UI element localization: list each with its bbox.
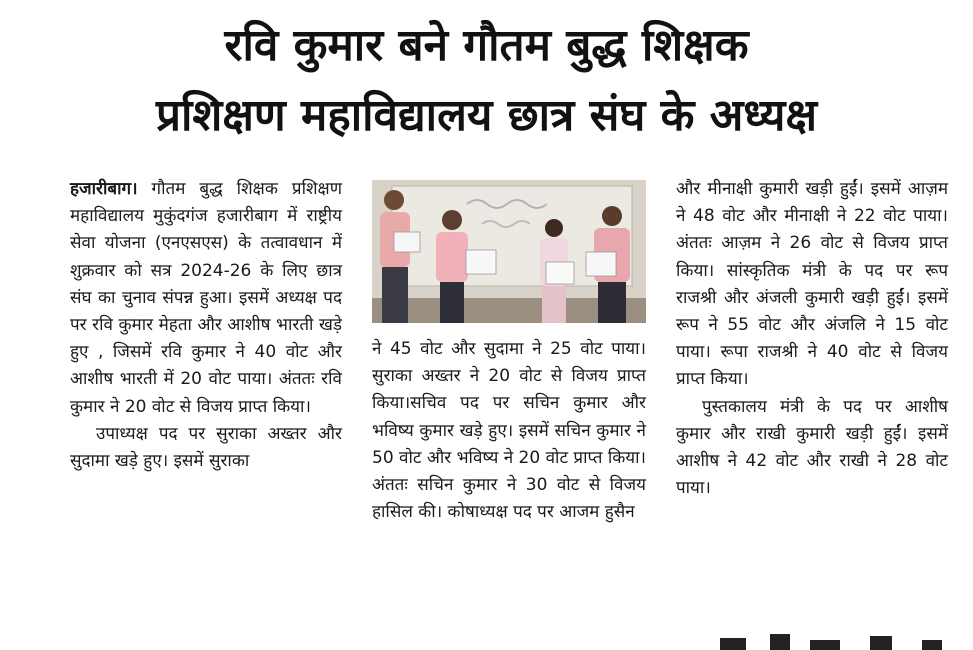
next-headline-fragment: [700, 628, 960, 650]
article-paragraph-2: उपाध्यक्ष पद पर सुराका अख्तर और सुदामा खड़े हुए। इसमें सुराका: [70, 423, 342, 472]
dateline: हजारीबाग।: [70, 179, 138, 199]
article-paragraph-4: और मीनाक्षी कुमारी खड़ी हुईं। इसमें आज़म ने 48 वोट और मीनाक्षी ने 22 वोट पाया। अंततः आज़म ने 26 वोट से विजय प्राप्त किया। सांस्कृतिक मंत्री के पद पर रूप राजश्री और अंजली कुमारी खड़ी हुईं। इसमें रूप ने 55 वोट और अंजलि ने 15 वोट पाया। रूपा राजश्री ने 40 वोट से विजय प्राप्त किया।: [676, 179, 948, 390]
news-photo: [372, 180, 646, 323]
article-column-3: [676, 176, 948, 502]
headline-line-2: प्रशिक्षण महाविद्यालय छात्र संघ के अध्यक्ष: [156, 90, 817, 141]
article-paragraph-3: ने 45 वोट और सुदामा ने 25 वोट पाया। सुराका अख्तर ने 20 वोट से विजय प्राप्त किया।सचिव पद पर सचिन कुमार और भविष्य कुमार खड़े हुए। इसमें सचिन कुमार ने 50 वोट और भविष्य ने 20 वोट प्राप्त किया। अंततः सचिन कुमार ने 30 वोट से विजय हासिल की। कोषाध्यक्ष पद पर आजम हुसैन: [372, 339, 646, 523]
article-text-1: गौतम बुद्ध शिक्षक प्रशिक्षण महाविद्यालय मुकुंदगंज हजारीबाग में राष्ट्रीय सेवा योजना (एनएसएस) के तत्वावधान में शुक्रवार को सत्र 2024-26 के लिए छात्र संघ का चुनाव संपन्न हुआ। इसमें अध्यक्ष पद पर रवि कुमार मेहता और आशीष भारती खड़े हुए , जिसमें रवि कुमार ने 40 वोट और आशीष भारती में 20 वोट पाया। अंततः रवि कुमार ने 20 वोट से विजय प्राप्त किया।: [70, 179, 343, 417]
headline-line-1: रवि कुमार बने गौतम बुद्ध शिक्षक: [224, 20, 749, 71]
article-paragraph-1: [70, 176, 342, 421]
cropped-heading-shapes: [700, 628, 960, 650]
students-certificate-photo: [372, 180, 646, 323]
article-column-1: [70, 176, 342, 475]
article-paragraph-5: पुस्तकालय मंत्री के पद पर आशीष कुमार और राखी कुमारी खड़ी हुईं। इसमें आशीष ने 42 वोट और राखी ने 28 वोट पाया।: [676, 396, 948, 499]
article-column-2: [372, 336, 646, 526]
